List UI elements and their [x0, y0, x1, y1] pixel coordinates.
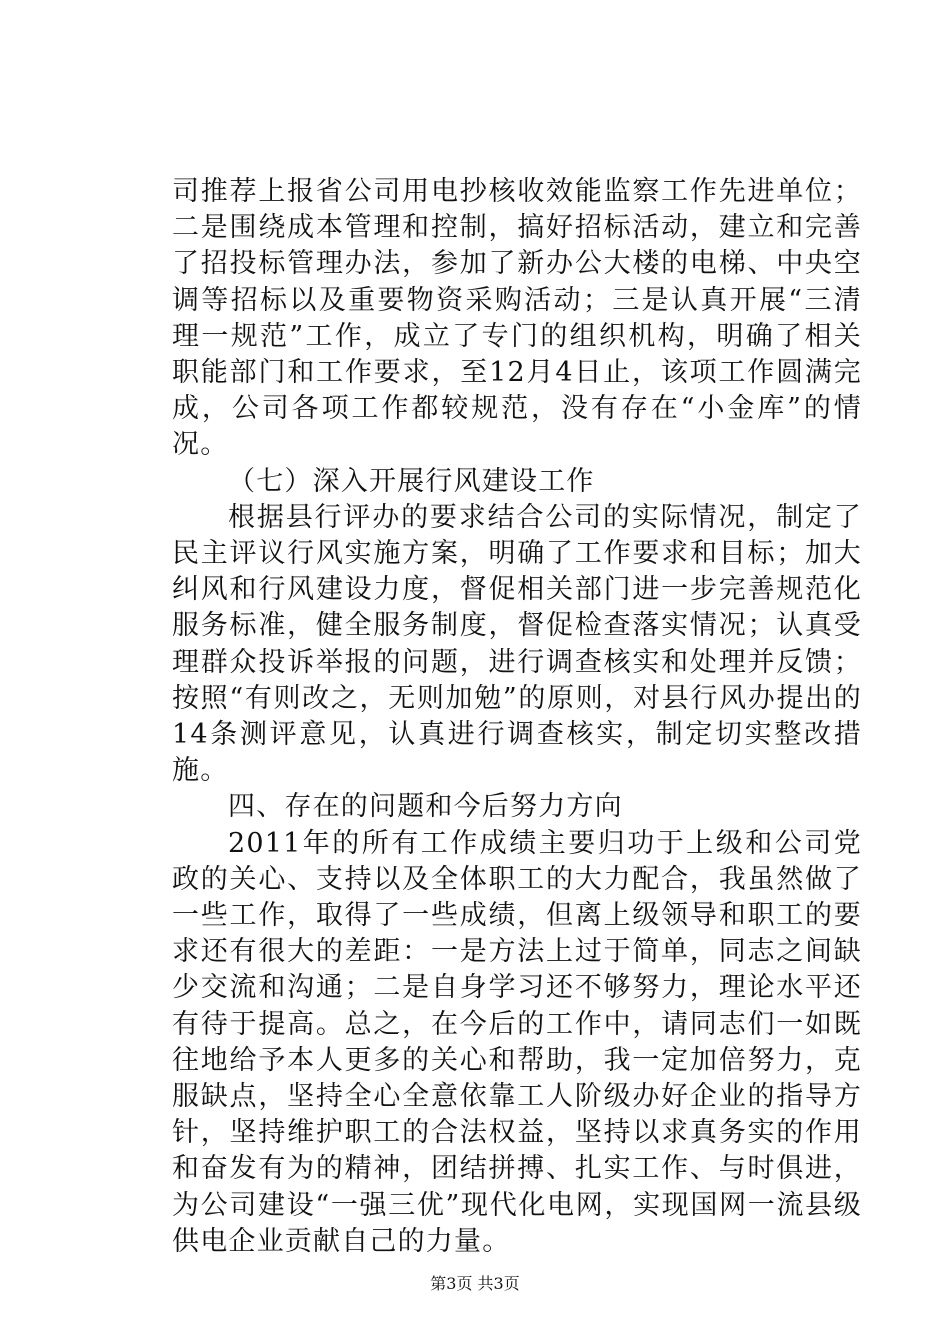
paragraph-style-building: 根据县行评办的要求结合公司的实际情况，制定了民主评议行风实施方案，明确了工作要求和目标；加大纠风和行风建设力度，督促相关部门进一步完善规范化服务标准，健全服务制度，督促检查落实情况；认真受理群众投诉举报的问题，进行调查核实和处理并反馈；按照“有则改之，无则加勉”的原则，对县行风办提出的14条测评意见，认真进行调查核实，制定切实整改措施。: [172, 501, 862, 787]
section-heading-4: 四、存在的问题和今后努力方向: [228, 791, 623, 823]
paragraph-continuation: 司推荐上报省公司用电抄核收效能监察工作先进单位；二是围绕成本管理和控制，搞好招标活动，建立和完善了招投标管理办法，参加了新办公大楼的电梯、中央空调等招标以及重要物资采购活动；三是认真开展“三清理一规范”工作，成立了专门的组织机构，明确了相关职能部门和工作要求，至12月4日止，该项工作圆满完成，公司各项工作都较规范，没有存在“小金库”的情况。: [172, 176, 862, 461]
document-body: [172, 174, 862, 1260]
paragraph-conclusion: 2011年的所有工作成绩主要归功于上级和公司党政的关心、支持以及全体职工的大力配合，我虽然做了一些工作，取得了一些成绩，但离上级领导和职工的要求还有很大的差距：一是方法上过于简单，同志之间缺少交流和沟通；二是自身学习还不够努力，理论水平还有待于提高。总之，在今后的工作中，请同志们一如既往地给予本人更多的关心和帮助，我一定加倍努力，克服缺点，坚持全心全意依靠工人阶级办好企业的指导方针，坚持维护职工的合法权益，坚持以求真务实的作用和奋发有为的精神，团结拼搏、扎实工作、与时俱进，为公司建设“一强三优”现代化电网，实现国网一流县级供电企业贡献自己的力量。: [172, 827, 862, 1257]
section-heading-7: （七）深入开展行风建设工作: [228, 465, 595, 497]
page-footer: 第3页 共3页: [430, 1274, 520, 1293]
